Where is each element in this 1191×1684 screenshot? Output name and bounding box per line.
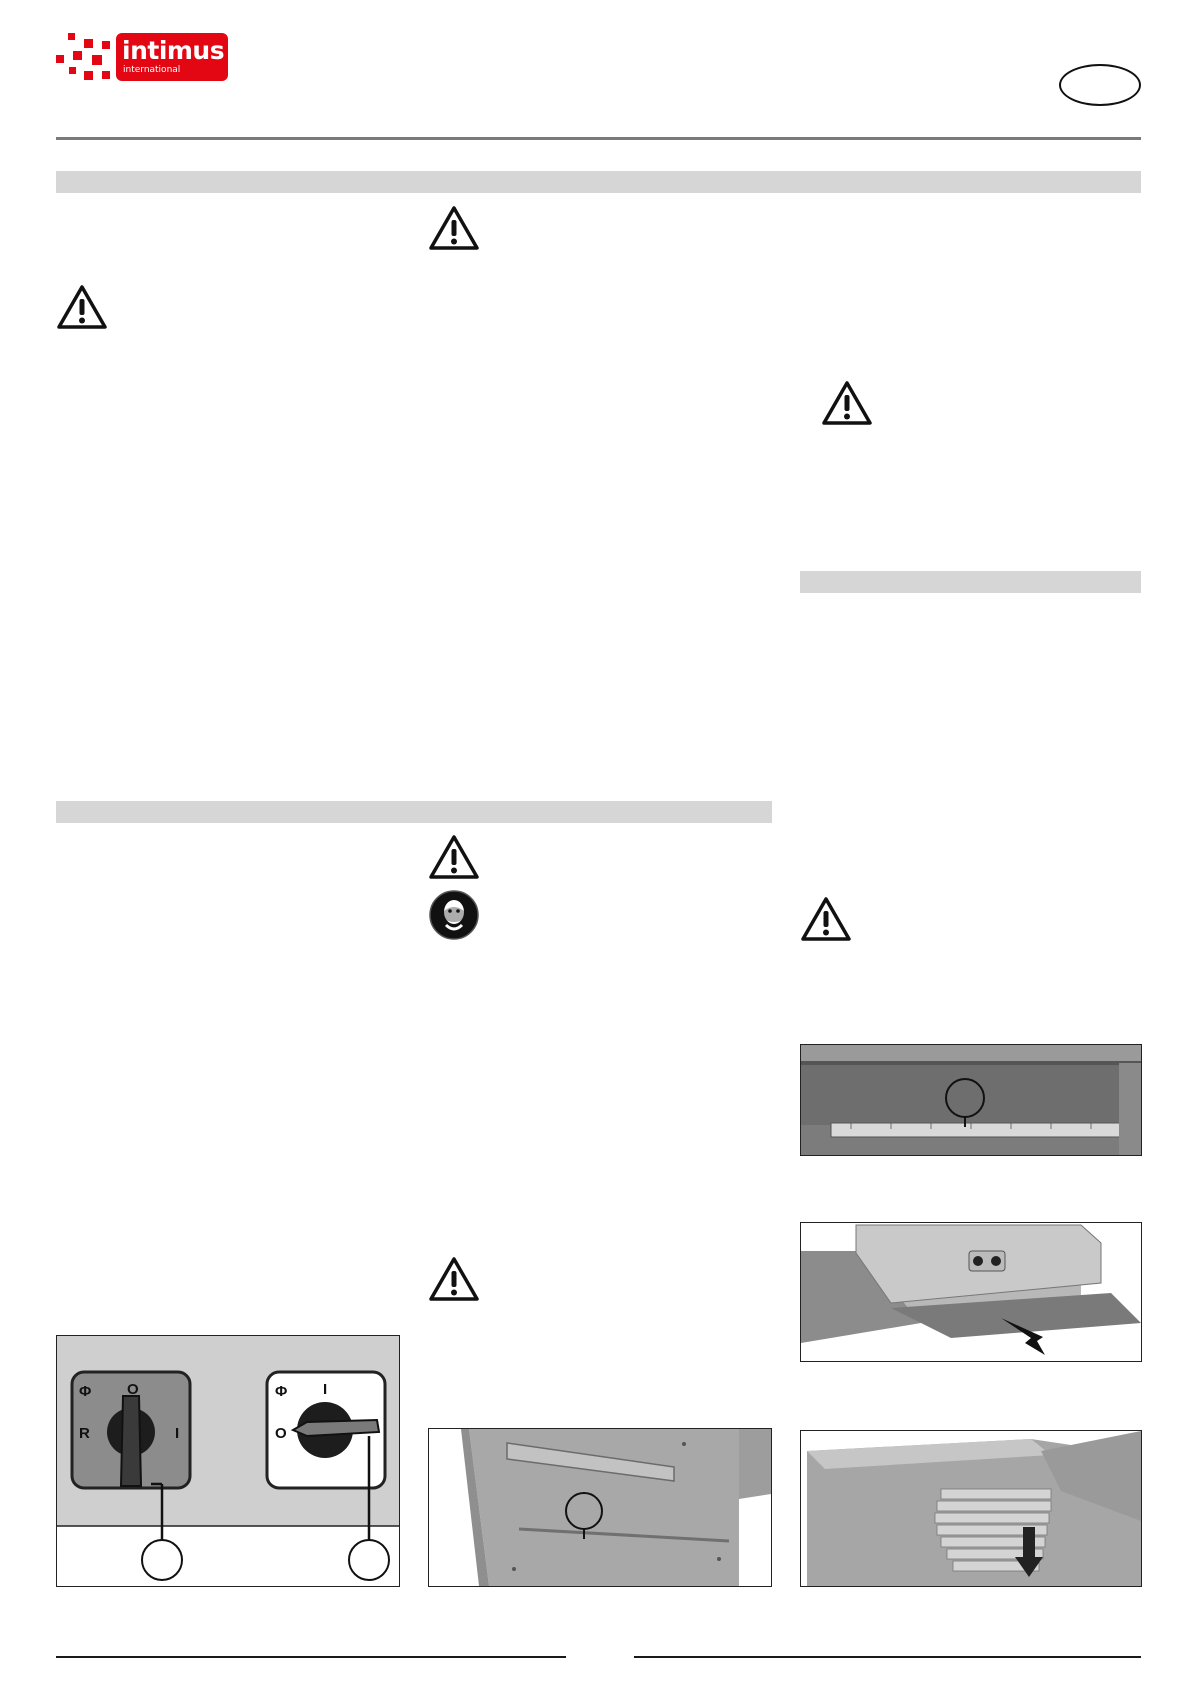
face-protection-icon: [428, 889, 480, 941]
section-heading-band: [56, 171, 1141, 193]
logo-name: intimus: [122, 36, 225, 65]
language-badge: [1059, 64, 1141, 106]
logo-subtitle: international: [123, 65, 181, 75]
section-heading-band: [800, 571, 1141, 593]
machine-feed-figure: [800, 1222, 1142, 1362]
warning-triangle-icon: [56, 284, 108, 330]
warning-triangle-icon: [428, 834, 480, 880]
feed-scale-figure: [800, 1044, 1142, 1156]
logo-pixel: [84, 71, 93, 80]
logo-pixel: [102, 41, 110, 49]
footer-rule-right: [634, 1656, 1141, 1658]
warning-triangle-icon: [800, 896, 852, 942]
warning-triangle-icon: [428, 205, 480, 251]
switch-panel-figure: [56, 1335, 400, 1587]
logo-pixel: [56, 55, 64, 63]
right-switch-position-label: Φ: [275, 1383, 288, 1400]
footer-rule-left: [56, 1656, 566, 1658]
warning-triangle-icon: [428, 1256, 480, 1302]
right-switch-position-label: I: [323, 1381, 328, 1398]
machine-side-figure: [428, 1428, 772, 1587]
header-rule: [56, 137, 1141, 140]
section-heading-band: [56, 801, 772, 823]
logo-pixel: [68, 33, 75, 40]
left-switch-position-label: I: [175, 1425, 180, 1442]
logo-pixel: [73, 51, 82, 60]
logo-pixel: [92, 55, 102, 65]
logo-wordmark: [116, 33, 228, 81]
right-switch-position-label: O: [275, 1425, 287, 1442]
shred-output-figure: [800, 1430, 1142, 1587]
warning-triangle-icon: [821, 380, 873, 426]
left-switch-position-label: Φ: [79, 1383, 92, 1400]
logo-pixel: [102, 71, 110, 79]
left-switch-position-label: O: [127, 1381, 139, 1398]
logo-pixel: [84, 39, 93, 48]
logo-pixel: [69, 67, 76, 74]
left-switch-position-label: R: [79, 1425, 90, 1442]
